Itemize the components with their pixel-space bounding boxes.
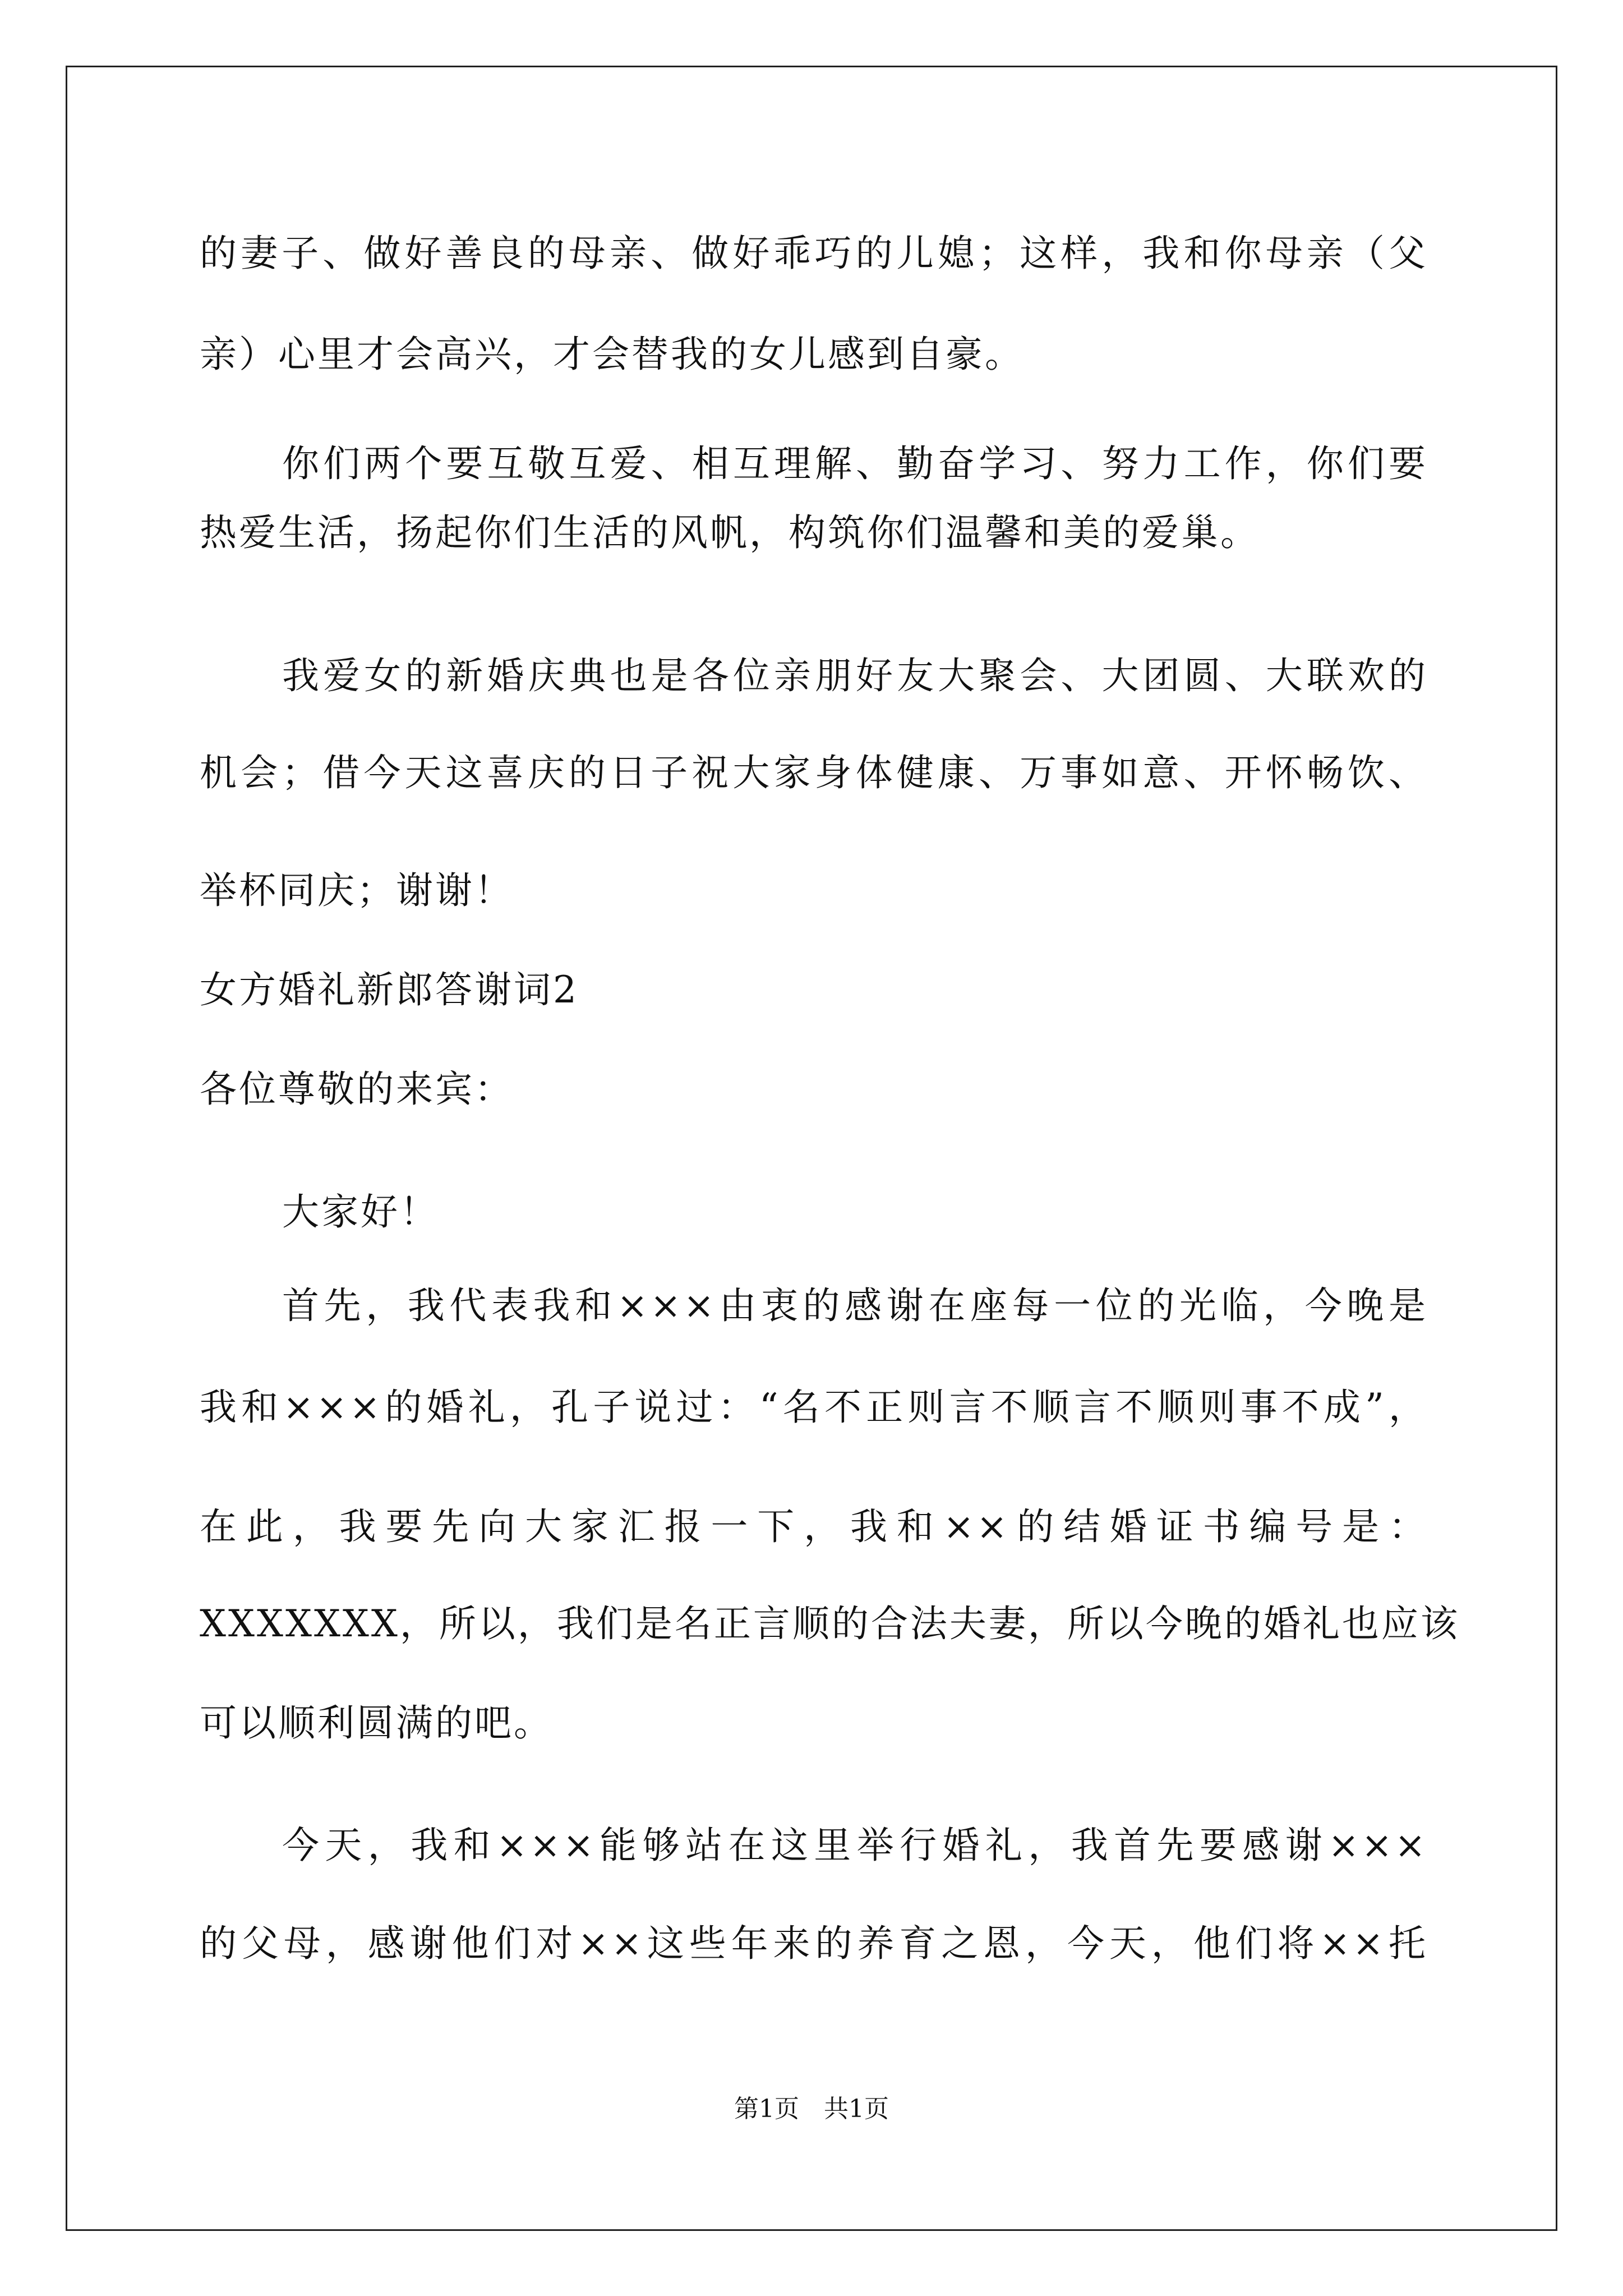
text-line-16: 今天，我和×××能够站在这里举行婚礼，我首先要感谢××× — [282, 1824, 1428, 1867]
text-line-17: 的父母，感谢他们对××这些年来的养育之恩，今天，他们将××托 — [200, 1922, 1428, 1965]
page-footer: 第1页 共1页 — [734, 2095, 889, 2123]
text-line-12: 我和×××的婚礼，孔子说过：“名不正则言不顺言不顺则事不成”， — [200, 1386, 1428, 1429]
text-line-5: 我爱女的新婚庆典也是各位亲朋好友大聚会、大团圆、大联欢的 — [282, 654, 1428, 697]
text-line-11: 首先，我代表我和×××由衷的感谢在座每一位的光临，今晚是 — [282, 1284, 1428, 1327]
salutation: 各位尊敬的来宾： — [200, 1068, 514, 1111]
text-line-6: 机会；借今天这喜庆的日子祝大家身体健康、万事如意、开怀畅饮、 — [200, 751, 1428, 794]
text-line-4: 热爱生活，扬起你们生活的风帆，构筑你们温馨和美的爱巢。 — [200, 511, 1260, 554]
text-line-15: 可以顺利圆满的吧。 — [200, 1701, 553, 1745]
text-line-14: XXXXXXX，所以，我们是名正言顺的合法夫妻，所以今晚的婚礼也应该 — [200, 1602, 1460, 1645]
text-line-7: 举杯同庆；谢谢！ — [200, 869, 514, 912]
greeting: 大家好！ — [282, 1190, 439, 1234]
text-line-13: 在此，我要先向大家汇报一下，我和××的结婚证书编号是： — [200, 1505, 1428, 1548]
section-heading: 女方婚礼新郎答谢词2 — [200, 968, 579, 1011]
text-line-2: 亲）心里才会高兴，才会替我的女儿感到自豪。 — [200, 333, 1024, 376]
text-line-3: 你们两个要互敬互爱、相互理解、勤奋学习、努力工作，你们要 — [282, 442, 1428, 485]
page-border — [66, 66, 1557, 2231]
text-line-1: 的妻子、做好善良的母亲、做好乖巧的儿媳；这样，我和你母亲（父 — [200, 232, 1428, 275]
